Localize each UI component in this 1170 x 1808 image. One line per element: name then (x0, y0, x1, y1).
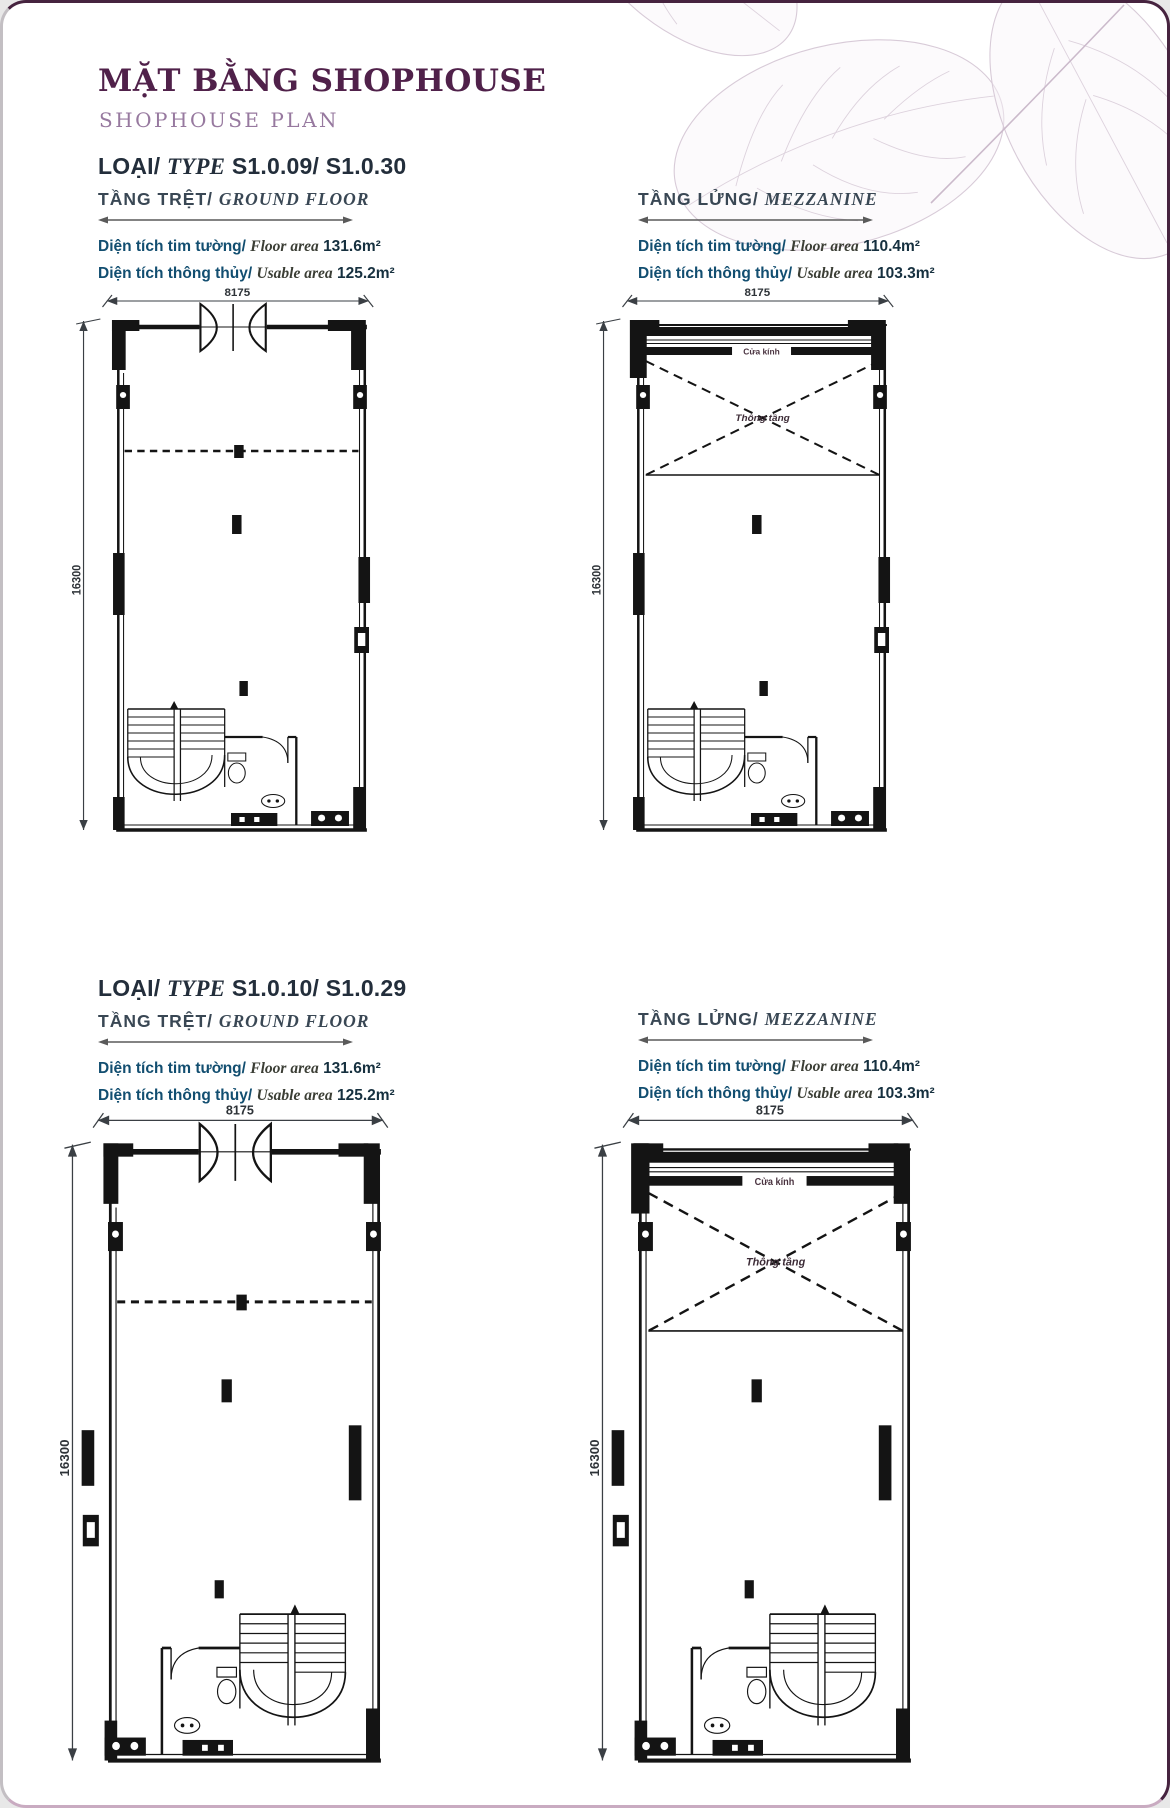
area-value: 103.3m² (876, 265, 935, 282)
area-label-en: Floor area (790, 238, 859, 255)
area-row (98, 238, 406, 256)
area-value: 131.6m² (323, 238, 381, 255)
type-title (98, 975, 406, 1002)
area-label-vi: Diện tích tim tường/ (98, 1060, 246, 1077)
floor-vi: TẦNG LỬNG/ (638, 1009, 759, 1029)
area-label-en: Usable area (256, 1087, 333, 1104)
area-label-vi: Diện tích tim tường/ (98, 238, 246, 255)
area-row (98, 265, 406, 283)
type-en: TYPE (166, 976, 226, 1001)
floor-vi: TẦNG TRỆT/ (98, 1011, 213, 1031)
area-label-vi: Diện tích thông thủy/ (638, 265, 793, 282)
area-label-en: Floor area (250, 238, 319, 255)
area-row (98, 1060, 406, 1078)
area-row (638, 1058, 935, 1076)
floor-vi: TẦNG LỬNG/ (638, 189, 759, 209)
type-vi: LOẠI/ (98, 975, 161, 1001)
floor-en: MEZZANINE (764, 189, 878, 209)
area-value: 125.2m² (336, 265, 395, 282)
type-title (98, 153, 406, 180)
floor-title (638, 1009, 935, 1030)
floor-plan-ground-s1010 (61, 1101, 405, 1769)
area-label-vi: Diện tích tim tường/ (638, 238, 786, 255)
area-label-en: Usable area (256, 265, 333, 282)
area-label-vi: Diện tích tim tường/ (638, 1058, 786, 1075)
page-title: MẶT BẰNG SHOPHOUSE (98, 63, 547, 99)
area-label-en: Floor area (790, 1058, 859, 1075)
type-code: S1.0.09/ S1.0.30 (231, 153, 407, 179)
area-value: 110.4m² (863, 238, 920, 255)
floor-title (638, 189, 935, 210)
floor-en: MEZZANINE (764, 1009, 878, 1029)
area-value: 131.6m² (323, 1060, 381, 1077)
section-header-ground-2 (98, 975, 406, 1105)
area-label-en: Usable area (796, 265, 873, 282)
floor-en: GROUND FLOOR (218, 189, 370, 209)
type-vi: LOẠI/ (98, 153, 161, 179)
floor-plan-mezzanine-s1009 (593, 285, 909, 837)
area-row (638, 265, 935, 283)
floor-plan-ground-s1009 (73, 285, 389, 837)
floor-title (98, 1011, 406, 1032)
area-value: 125.2m² (336, 1087, 395, 1104)
area-label-vi: Diện tích thông thủy/ (98, 265, 253, 282)
area-label-en: Usable area (796, 1085, 873, 1102)
area-label-en: Floor area (250, 1060, 319, 1077)
area-label-vi: Diện tích thông thủy/ (638, 1085, 793, 1102)
floor-plan-mezzanine-s1010 (591, 1101, 935, 1769)
underline-arrow (638, 1034, 873, 1046)
underline-arrow (98, 214, 353, 226)
underline-arrow (98, 1036, 353, 1048)
underline-arrow (638, 214, 873, 226)
area-label-vi: Diện tích thông thủy/ (98, 1087, 253, 1104)
type-en: TYPE (166, 154, 226, 179)
area-value: 110.4m² (863, 1058, 920, 1075)
floor-vi: TẦNG TRỆT/ (98, 189, 213, 209)
type-code: S1.0.10/ S1.0.29 (231, 975, 407, 1001)
section-header-ground-1 (98, 153, 406, 283)
floor-title (98, 189, 406, 210)
section-header-mezzanine-2 (638, 1009, 935, 1103)
area-value: 103.3m² (876, 1085, 935, 1102)
section-header-mezzanine-1 (638, 189, 935, 283)
page-subtitle: SHOPHOUSE PLAN (99, 108, 340, 132)
area-row (638, 238, 935, 256)
floor-en: GROUND FLOOR (218, 1011, 370, 1031)
